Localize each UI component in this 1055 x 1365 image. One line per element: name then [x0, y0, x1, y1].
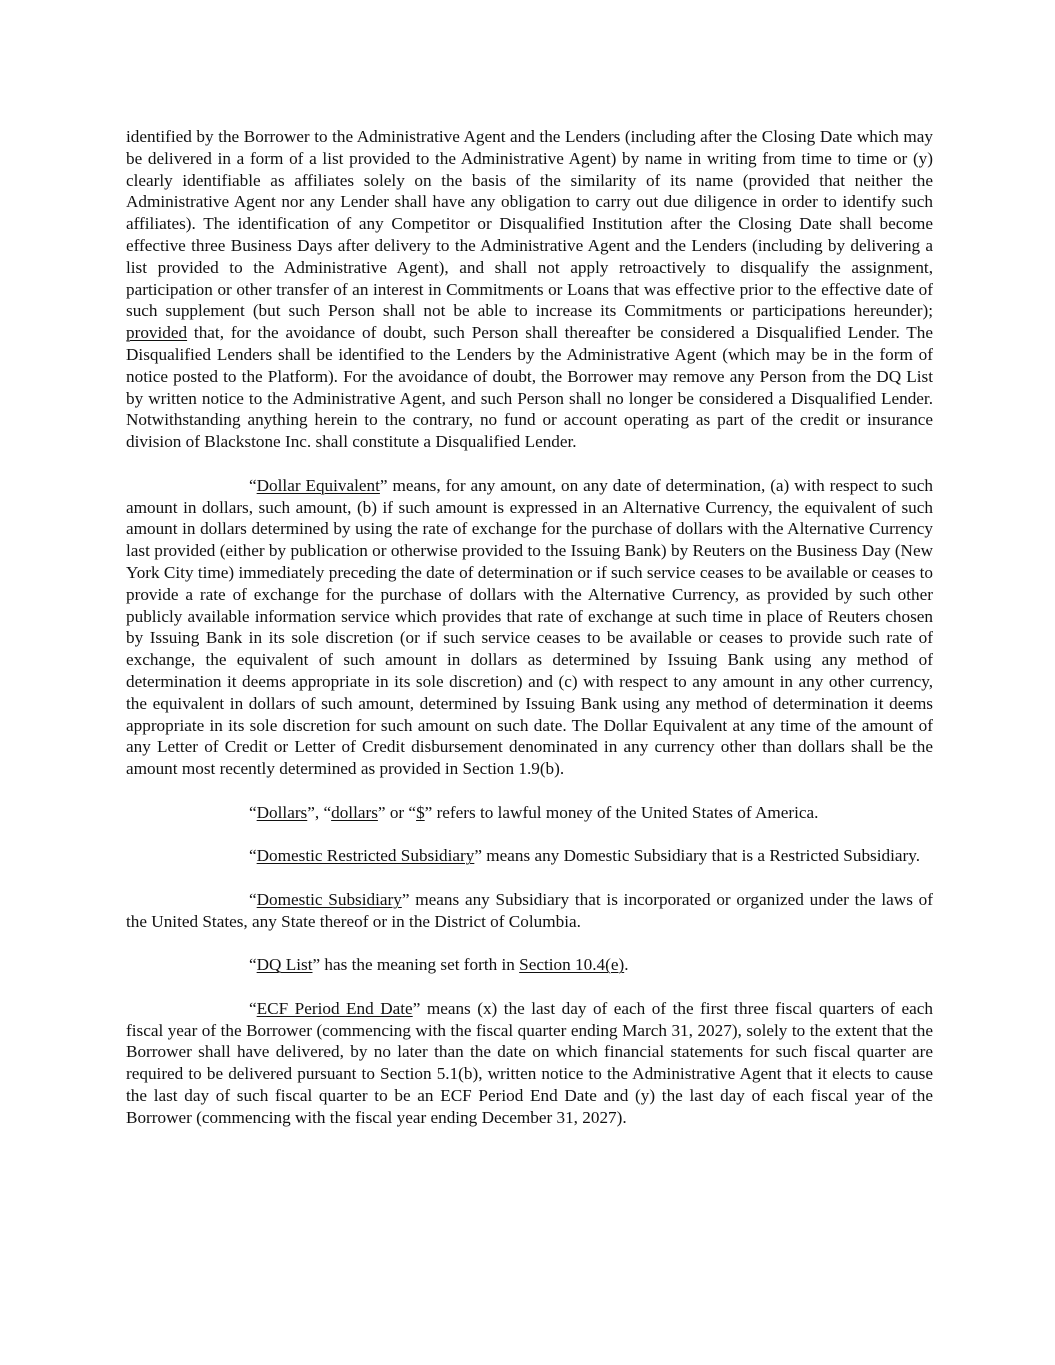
- definition-dollar-equivalent: [126, 475, 933, 780]
- open-quote: “: [249, 889, 257, 909]
- period: .: [624, 955, 629, 975]
- definition-dollars: [126, 802, 933, 824]
- defined-term: Domestic Subsidiary: [256, 889, 402, 909]
- definition-domestic-subsidiary: [126, 889, 933, 933]
- paragraph-disqualified-lender-continued: [126, 126, 933, 453]
- definition-dq-list: [126, 954, 933, 976]
- definition-text: ” means, for any amount, on any date of determination, (a) with respect to such amount in dollars, such amount, (b) if such amount is expressed in an Alternative Currency, the equivalent of such amount in dollars determined by using the rate of exchange for the purchase of dollars with the Alternative Currency last provided (either by publication or otherwise provided to the Issuing Bank) by Reuters on the Business Day (New York City time) immediately preceding the date of determination or if such service ceases to be available or ceases to provide a rate of exchange for the purchase of dollars with the Alternative Currency, as provided by such other publicly available information service which provides that rate of exchange at such time in place of Reuters chosen by Issuing Bank in its sole discretion (or if such service ceases to be available or ceases to provide such rate of exchange, the equivalent of such amount in dollars as determined by Issuing Bank using any method of determination it deems appropriate in its sole discretion) and (c) with respect to any amount in any other currency, the equivalent in dollars of such amount, determined by Issuing Bank using any method of determination it deems appropriate in its sole discretion for such amount on such date. The Dollar Equivalent at any time of the amount of any Letter of Credit or Letter of Credit disbursement denominated in any currency other than dollars shall be the amount most recently determined as provided in Section 1.9(b).: [126, 475, 933, 779]
- defined-term: Dollar Equivalent: [256, 475, 380, 495]
- section-reference: Section 10.4(e): [519, 955, 625, 975]
- provided-term: provided: [126, 323, 188, 343]
- definition-text: ” means any Domestic Subsidiary that is a Restricted Subsidiary.: [474, 846, 921, 866]
- definition-text: ” has the meaning set forth in: [312, 955, 520, 975]
- open-quote: “: [249, 998, 257, 1018]
- definition-text: ” means (x) the last day of each of the first three fiscal quarters of each fiscal year of the Borrower (commencing with the fiscal quarter ending March 31, 2027), solely to the extent that the Borrower shall have delivered, by no later than the date on which financial statements for such fiscal quarter are required to be delivered pursuant to Section 5.1(b), written notice to the Administrative Agent that it elects to cause the last day of such fiscal quarter to be an ECF Period End Date and (y) the last day of each fiscal year of the Borrower (commencing with the fiscal year ending December 31, 2027).: [126, 998, 934, 1127]
- open-quote: “: [249, 475, 257, 495]
- document-page: [126, 126, 933, 1150]
- defined-term: $: [416, 802, 425, 822]
- definition-domestic-restricted-subsidiary: [126, 845, 933, 867]
- open-quote: “: [249, 955, 257, 975]
- separator: ”, “: [307, 802, 332, 822]
- definition-ecf-period-end-date: [126, 998, 933, 1129]
- defined-term: Dollars: [256, 802, 308, 822]
- definition-text: ” means any Subsidiary that is incorporated or organized under the laws of the United States, any State thereof or in the District of Columbia.: [126, 889, 933, 931]
- paragraph-text: that, for the avoidance of doubt, such Person shall thereafter be considered a Disqualified Lender. The Disqualified Lenders shall be identified to the Lenders by the Administrative Agent (which may be in the form of notice posted to the Platform). For the avoidance of doubt, the Borrower may remove any Person from the DQ List by written notice to the Administrative Agent, and such Person shall no longer be considered a Disqualified Lender. Notwithstanding anything herein to the contrary, no fund or account operating as part of the credit or insurance division of Blackstone Inc. shall constitute a Disqualified Lender.: [126, 323, 933, 452]
- open-quote: “: [249, 846, 257, 866]
- separator: ” or “: [377, 802, 417, 822]
- defined-term: DQ List: [256, 955, 313, 975]
- defined-term: Domestic Restricted Subsidiary: [256, 846, 475, 866]
- definition-text: ” refers to lawful money of the United States of America.: [424, 802, 819, 822]
- defined-term: ECF Period End Date: [256, 998, 413, 1018]
- defined-term: dollars: [331, 802, 378, 822]
- paragraph-text: identified by the Borrower to the Administrative Agent and the Lenders (including after the Closing Date which may be delivered in a form of a list provided to the Administrative Agent) by name in writing from time to time or (y) clearly identifiable as affiliates solely on the basis of the similarity of its name (provided that neither the Administrative Agent nor any Lender shall have any obligation to carry out due diligence in order to identify such affiliates). The identification of any Competitor or Disqualified Institution after the Closing Date shall become effective three Business Days after delivery to the Administrative Agent and the Lenders (including by delivering a list provided to the Administrative Agent), and shall not apply retroactively to disqualify the assignment, participation or other transfer of an interest in Commitments or Loans that was effective prior to the effective date of such supplement (but such Person shall not be able to increase its Commitments or participations hereunder);: [126, 127, 933, 321]
- open-quote: “: [249, 802, 257, 822]
